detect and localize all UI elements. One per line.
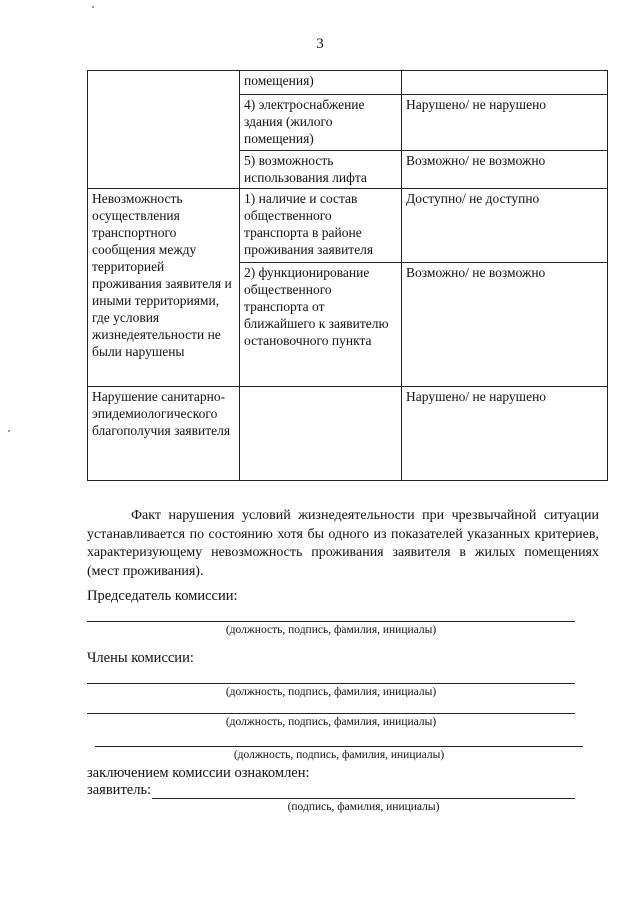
table-cell: 5) возможность использования лифта [240, 151, 402, 189]
table-cell: Нарушено/ не нарушено [402, 95, 608, 151]
table-cell: Нарушено/ не нарушено [402, 387, 608, 481]
applicant-signature-line [152, 798, 575, 799]
table-cell: Возможно/ не возможно [402, 151, 608, 189]
member-signature-line [87, 683, 575, 684]
acquainted-label: заключением комиссии ознакомлен: [87, 765, 310, 781]
member-signature-caption: (должность, подпись, фамилия, инициалы) [233, 749, 445, 761]
table-row [88, 387, 608, 481]
applicant-label: заявитель: [87, 782, 152, 798]
table-cell: Доступно/ не доступно [402, 189, 608, 263]
table-cell [402, 71, 608, 95]
table-cell: помещения) [240, 71, 402, 95]
table-cell [240, 387, 402, 481]
chairman-signature-line [87, 621, 575, 622]
member-signature-caption: (должность, подпись, фамилия, инициалы) [225, 716, 437, 728]
table-cell [88, 71, 240, 189]
violation-fact-paragraph: Факт нарушения условий жизнедеятельности при чрезвычайной ситуации устанавливается по состоянию хотя бы одного из показателей указанных критериев, характеризующему невозможность проживания заявителя в жилых помещениях (мест проживания). [87, 508, 599, 579]
scan-speck [8, 430, 10, 432]
members-label: Члены комиссии: [87, 650, 194, 666]
scan-speck [92, 6, 94, 8]
chairman-label: Председатель комиссии: [87, 588, 238, 604]
table-cell: Возможно/ не возможно [402, 263, 608, 387]
table-cell: Невозможность осуществления транспортного сообщения между территорией проживания заявителя и иными территориями, где условия жизнедеятельности не были нарушены [88, 189, 240, 387]
member-signature-caption: (должность, подпись, фамилия, инициалы) [225, 686, 437, 698]
table-cell: 4) электроснабжение здания (жилого помещения) [240, 95, 402, 151]
table-row [88, 71, 608, 95]
member-signature-line [95, 746, 583, 747]
applicant-signature-caption: (подпись, фамилия, инициалы) [287, 801, 440, 813]
criteria-table [87, 70, 608, 481]
table-cell: 1) наличие и состав общественного транспорта в районе проживания заявителя [240, 189, 402, 263]
page-number: 3 [316, 36, 324, 52]
table-cell: 2) функционирование общественного транспорта от ближайшего к заявителю остановочного пункта [240, 263, 402, 387]
table-row [88, 189, 608, 263]
chairman-signature-caption: (должность, подпись, фамилия, инициалы) [225, 624, 437, 636]
member-signature-line [87, 713, 575, 714]
table-cell: Нарушение санитарно-эпидемиологического благополучия заявителя [88, 387, 240, 481]
